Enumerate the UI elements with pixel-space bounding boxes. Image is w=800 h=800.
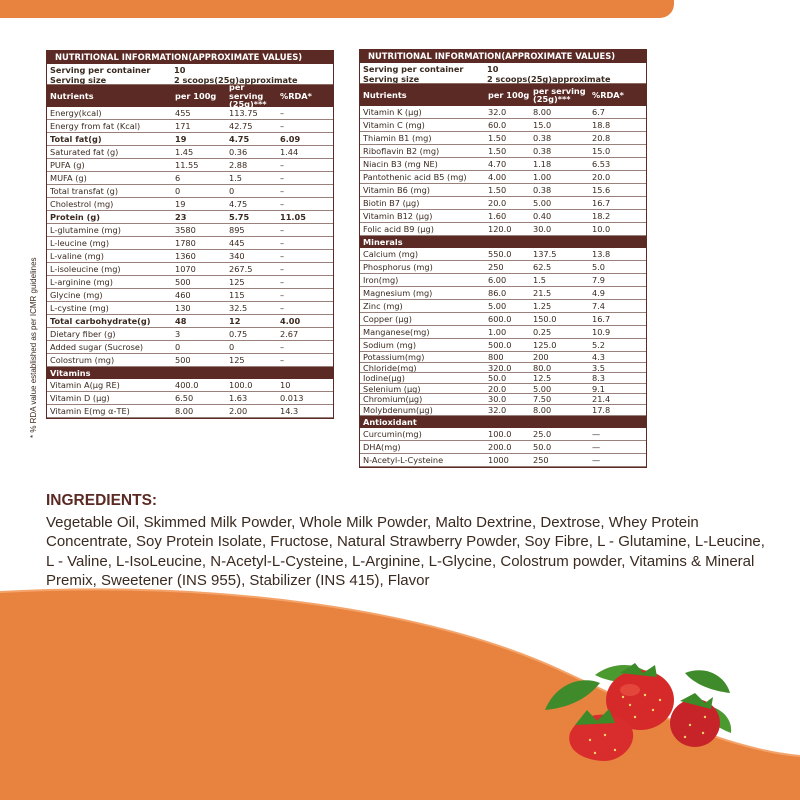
rda-value: – xyxy=(280,121,285,131)
per-100g-value: 6.50 xyxy=(175,393,194,403)
table-row xyxy=(360,313,646,326)
table-title: NUTRITIONAL INFORMATION(APPROXIMATE VALUES) xyxy=(360,50,646,63)
rda-value: 13.8 xyxy=(592,249,611,259)
per-100g-value: 50.0 xyxy=(488,373,507,384)
per-100g-value: 4.70 xyxy=(488,159,507,169)
per-serving-value: 2.88 xyxy=(229,160,248,170)
nutrient-name: Glycine (mg) xyxy=(50,290,103,300)
rda-value: 7.9 xyxy=(592,275,606,285)
per-serving-value: 21.5 xyxy=(533,288,552,298)
per-100g-value: 3580 xyxy=(175,225,196,235)
per-100g-value: 86.0 xyxy=(488,288,507,298)
per-100g-value: 200.0 xyxy=(488,441,512,452)
right-mineral-rows xyxy=(360,248,646,352)
table-row xyxy=(47,405,333,418)
per-100g-value: 6.00 xyxy=(488,275,507,285)
table-row xyxy=(360,184,646,197)
rda-value: 10.0 xyxy=(592,224,611,234)
per-serving-value: 0.75 xyxy=(229,329,248,339)
nutrient-name: Energy from fat (Kcal) xyxy=(50,121,141,131)
nutrient-name: Curcumin(mg) xyxy=(363,428,422,439)
nutrient-name: Added sugar (Sucrose) xyxy=(50,342,144,352)
rda-value: – xyxy=(280,108,285,118)
nutrient-name: Iodine(µg) xyxy=(363,373,405,383)
per-100g-value: 8.00 xyxy=(175,406,194,416)
per-100g-value: 455 xyxy=(175,108,191,118)
per-100g-value: 400.0 xyxy=(175,380,199,390)
nutrient-name: Energy(kcal) xyxy=(50,108,102,118)
rda-value: – xyxy=(280,251,285,261)
nutrient-name: Cholestrol (mg) xyxy=(50,199,114,209)
table-row xyxy=(360,261,646,274)
table-row xyxy=(47,172,333,185)
table-row xyxy=(360,248,646,261)
per-100g-value: 250 xyxy=(488,262,504,272)
per-100g-value: 1360 xyxy=(175,251,196,261)
nutrient-name: Niacin B3 (mg NE) xyxy=(363,159,438,169)
per-100g-value: 130 xyxy=(175,303,191,313)
rda-value: 17.8 xyxy=(592,404,611,415)
per-100g-value: 20.0 xyxy=(488,198,507,208)
table-row xyxy=(47,159,333,172)
per-serving-value: 137.5 xyxy=(533,249,557,259)
left-rows xyxy=(47,107,333,367)
rda-value: 10 xyxy=(280,380,291,390)
rda-value: 6.53 xyxy=(592,159,611,169)
per-serving-value: 1.5 xyxy=(229,173,243,183)
nutrient-name: Sodium (mg) xyxy=(363,340,417,350)
per-100g-value: 460 xyxy=(175,290,191,300)
rda-value: 6.7 xyxy=(592,107,606,117)
table-row xyxy=(360,171,646,184)
per-serving-value: 250 xyxy=(533,454,549,465)
section-antioxidant: Antioxidant xyxy=(360,416,646,428)
table-row xyxy=(360,405,646,416)
per-serving-value: 7.50 xyxy=(533,394,552,405)
per-100g-value: 500 xyxy=(175,355,191,365)
nutrient-name: PUFA (g) xyxy=(50,160,85,170)
table-row xyxy=(47,354,333,367)
per-serving-value: 267.5 xyxy=(229,264,253,274)
nutrition-table-right xyxy=(359,49,647,468)
nutrient-name: Magnesium (mg) xyxy=(363,288,433,298)
rda-value: — xyxy=(592,454,601,465)
section-vitamins: Vitamins xyxy=(47,367,333,379)
serving-per-container-value: 10 xyxy=(487,64,499,74)
nutrient-name: L-isoleucine (mg) xyxy=(50,264,121,274)
rda-value: 7.4 xyxy=(592,301,606,311)
per-serving-value: 4.75 xyxy=(229,134,250,144)
table-row xyxy=(47,211,333,224)
rda-value: 4.9 xyxy=(592,288,606,298)
table-row xyxy=(47,315,333,328)
rda-value: — xyxy=(592,441,601,452)
serving-info xyxy=(360,63,646,84)
header-per-100g: per 100g xyxy=(175,90,217,101)
per-serving-value: 8.00 xyxy=(533,404,552,415)
per-100g-value: 320.0 xyxy=(488,362,512,373)
rda-value: – xyxy=(280,342,285,352)
right-vitamin-rows xyxy=(360,106,646,236)
nutrient-name: Zinc (mg) xyxy=(363,301,403,311)
nutrient-name: DHA(mg) xyxy=(363,441,401,452)
per-serving-value: 5.75 xyxy=(229,212,250,222)
per-serving-value: 1.00 xyxy=(533,172,552,182)
per-serving-value: 0.36 xyxy=(229,147,248,157)
rda-value: 4.3 xyxy=(592,352,606,362)
section-minerals: Minerals xyxy=(360,236,646,248)
table-row xyxy=(47,198,333,211)
per-serving-value: 0.38 xyxy=(533,185,552,195)
nutrient-name: Pantothenic acid B5 (mg) xyxy=(363,172,467,182)
serving-size-label: Serving size xyxy=(50,75,107,84)
nutrient-name: Vitamin K (µg) xyxy=(363,107,422,117)
per-serving-value: 150.0 xyxy=(533,314,557,324)
header-nutrients: Nutrients xyxy=(363,90,407,100)
per-100g-value: 1.50 xyxy=(488,133,507,143)
rda-value: – xyxy=(280,277,285,287)
left-vitamin-rows xyxy=(47,379,333,418)
rda-value: 5.2 xyxy=(592,340,606,350)
rda-value: 20.0 xyxy=(592,172,611,182)
table-row xyxy=(47,302,333,315)
right-antioxidant-rows xyxy=(360,428,646,467)
rda-value: 1.44 xyxy=(280,147,299,157)
per-serving-value: 0.25 xyxy=(533,327,552,337)
serving-per-container-label: Serving per container xyxy=(50,65,151,75)
table-row xyxy=(360,373,646,384)
strawberries-image xyxy=(535,655,735,765)
per-100g-value: 6 xyxy=(175,173,181,183)
table-row xyxy=(47,250,333,263)
per-100g-value: 1.45 xyxy=(175,147,194,157)
per-100g-value: 5.00 xyxy=(488,301,507,311)
per-100g-value: 11.55 xyxy=(175,160,199,170)
table-row xyxy=(360,158,646,171)
table-row xyxy=(47,341,333,354)
header-per-serving: per serving (25g)*** xyxy=(533,85,586,104)
nutrient-name: L-leucine (mg) xyxy=(50,238,110,248)
nutrient-name: Selenium (µg) xyxy=(363,383,421,394)
table-row xyxy=(47,120,333,133)
per-100g-value: 500 xyxy=(175,277,191,287)
per-100g-value: 3 xyxy=(175,329,181,339)
per-serving-value: 895 xyxy=(229,225,245,235)
per-serving-value: 1.63 xyxy=(229,393,248,403)
nutrient-name: Saturated fat (g) xyxy=(50,147,119,157)
rda-value: 11.05 xyxy=(280,212,306,222)
table-row xyxy=(47,237,333,250)
serving-size-value: 2 scoops(25g)approximate xyxy=(174,75,298,85)
nutrient-name: L-arginine (mg) xyxy=(50,277,113,287)
rda-value: 8.3 xyxy=(592,373,606,384)
table-row xyxy=(47,146,333,159)
table-row xyxy=(47,185,333,198)
nutrient-name: Vitamin B12 (µg) xyxy=(363,211,433,221)
rda-value: – xyxy=(280,173,285,183)
nutrient-name: Manganese(mg) xyxy=(363,327,430,337)
per-100g-value: 1780 xyxy=(175,238,196,248)
per-serving-value: 113.75 xyxy=(229,108,258,118)
header-per-100g: per 100g xyxy=(488,89,530,100)
serving-info xyxy=(47,64,333,85)
table-row xyxy=(360,300,646,313)
per-100g-value: 500.0 xyxy=(488,340,512,350)
per-serving-value: 1.25 xyxy=(533,301,552,311)
nutrient-name: Protein (g) xyxy=(50,212,100,222)
per-100g-value: 32.0 xyxy=(488,107,507,117)
table-row xyxy=(47,328,333,341)
nutrient-name: Potassium(mg) xyxy=(363,352,425,362)
header-per-serving: per serving (25g)*** xyxy=(229,82,267,110)
table-header xyxy=(47,82,333,110)
per-serving-value: 25.0 xyxy=(533,428,552,439)
rda-value: 10.9 xyxy=(592,327,611,337)
rda-value: – xyxy=(280,290,285,300)
nutrient-name: Vitamin A(µg RE) xyxy=(50,380,120,390)
rda-value: 14.3 xyxy=(280,406,299,416)
rda-value: 18.2 xyxy=(592,211,611,221)
rda-value: 16.7 xyxy=(592,314,611,324)
table-row xyxy=(360,287,646,300)
per-100g-value: 1.50 xyxy=(488,146,507,156)
per-serving-value: 125 xyxy=(229,277,245,287)
per-100g-value: 1.00 xyxy=(488,327,507,337)
nutrient-name: Total fat(g) xyxy=(50,134,102,144)
table-row xyxy=(360,106,646,119)
nutrient-name: L-valine (mg) xyxy=(50,251,104,261)
nutrient-name: Copper (µg) xyxy=(363,314,412,324)
per-100g-value: 1070 xyxy=(175,264,196,274)
per-100g-value: 1.60 xyxy=(488,211,507,221)
rda-footnote: * % RDA value established as per ICMR guidelines xyxy=(29,257,38,438)
rda-value: — xyxy=(592,428,601,439)
nutrition-table-left xyxy=(46,50,334,419)
nutrient-name: Thiamin B1 (mg) xyxy=(363,133,432,143)
per-100g-value: 60.0 xyxy=(488,120,507,130)
table-row xyxy=(360,197,646,210)
per-serving-value: 50.0 xyxy=(533,441,552,452)
table-title: NUTRITIONAL INFORMATION(APPROXIMATE VALUES) xyxy=(47,51,333,64)
per-serving-value: 30.0 xyxy=(533,224,552,234)
nutrient-name: Riboflavin B2 (mg) xyxy=(363,146,440,156)
per-100g-value: 100.0 xyxy=(488,428,512,439)
nutrient-name: Dietary fiber (g) xyxy=(50,329,116,339)
nutrient-name: Vitamin B6 (mg) xyxy=(363,185,430,195)
table-row xyxy=(47,107,333,120)
per-serving-value: 15.0 xyxy=(533,120,552,130)
per-100g-value: 30.0 xyxy=(488,394,507,405)
per-serving-value: 5.00 xyxy=(533,383,552,394)
table-row xyxy=(47,289,333,302)
header-rda: %RDA* xyxy=(280,90,312,101)
per-serving-value: 1.18 xyxy=(533,159,552,169)
rda-value: – xyxy=(280,186,285,196)
table-row xyxy=(47,392,333,405)
per-serving-value: 2.00 xyxy=(229,406,248,416)
rda-value: 6.09 xyxy=(280,134,301,144)
per-serving-value: 80.0 xyxy=(533,362,552,373)
per-serving-value: 115 xyxy=(229,290,245,300)
nutrient-name: L-glutamine (mg) xyxy=(50,225,121,235)
top-orange-tab xyxy=(0,0,674,18)
serving-per-container-value: 10 xyxy=(174,65,186,75)
nutrient-name: Molybdenum(µg) xyxy=(363,404,433,415)
rda-value: – xyxy=(280,225,285,235)
per-serving-value: 0 xyxy=(229,342,235,352)
per-100g-value: 1000 xyxy=(488,454,509,465)
per-serving-value: 125.0 xyxy=(533,340,557,350)
per-serving-value: 200 xyxy=(533,352,549,362)
table-row xyxy=(360,223,646,236)
ingredients-heading: INGREDIENTS: xyxy=(46,492,158,509)
per-serving-value: 1.5 xyxy=(533,275,547,285)
rda-value: 9.1 xyxy=(592,383,606,394)
per-serving-value: 0.38 xyxy=(533,133,552,143)
per-serving-value: 12 xyxy=(229,316,241,326)
rda-value: – xyxy=(280,303,285,313)
nutrient-name: Chloride(mg) xyxy=(363,362,417,373)
per-serving-value: 12.5 xyxy=(533,373,552,384)
table-row xyxy=(360,394,646,405)
nutrient-name: Folic acid B9 (µg) xyxy=(363,224,434,234)
rda-value: 21.4 xyxy=(592,394,611,405)
table-row xyxy=(360,454,646,467)
per-serving-value: 32.5 xyxy=(229,303,248,313)
table-row xyxy=(360,145,646,158)
table-row xyxy=(360,428,646,441)
rda-value: – xyxy=(280,264,285,274)
rda-value: 16.7 xyxy=(592,198,611,208)
nutrient-name: L-cystine (mg) xyxy=(50,303,109,313)
per-serving-value: 4.75 xyxy=(229,199,248,209)
per-serving-value: 0.38 xyxy=(533,146,552,156)
serving-per-container-label: Serving per container xyxy=(363,64,464,74)
nutrient-name: Biotin B7 (µg) xyxy=(363,198,420,208)
serving-size-value: 2 scoops(25g)approximate xyxy=(487,74,611,84)
per-100g-value: 48 xyxy=(175,316,187,326)
per-100g-value: 0 xyxy=(175,342,181,352)
ingredients-text: Vegetable Oil, Skimmed Milk Powder, Whole Milk Powder, Malto Dextrine, Dextrose, Whey Protein Concentrate, Soy Protein Isolate, Fructose, Natural Strawberry Powder, Soy Fibre, L - Glutamine, L-Leucine, L - Valine, L-IsoLeucine, N-Acetyl-L-Cysteine, L-Arginine, L-Glycine, Colostrum powder, Vitamins & Mineral Premix, Sweetener (INS 955), Stabilizer (INS 415), Flavor xyxy=(46,514,765,590)
per-100g-value: 800 xyxy=(488,352,504,362)
nutrient-name: Vitamin C (mg) xyxy=(363,120,425,130)
per-serving-value: 340 xyxy=(229,251,245,261)
per-100g-value: 0 xyxy=(175,186,181,196)
per-serving-value: 445 xyxy=(229,238,245,248)
table-row xyxy=(360,441,646,454)
header-nutrients: Nutrients xyxy=(50,91,94,101)
serving-size-label: Serving size xyxy=(363,74,420,83)
header-rda: %RDA* xyxy=(592,89,624,100)
rda-value: 15.6 xyxy=(592,185,611,195)
rda-value: 18.8 xyxy=(592,120,611,130)
table-row xyxy=(360,339,646,352)
nutrient-name: Colostrum (mg) xyxy=(50,355,115,365)
rda-value: 2.67 xyxy=(280,329,299,339)
table-row xyxy=(360,119,646,132)
per-100g-value: 19 xyxy=(175,134,187,144)
table-row xyxy=(47,276,333,289)
per-serving-value: 100.0 xyxy=(229,380,253,390)
nutrient-name: Chromium(µg) xyxy=(363,394,423,404)
per-100g-value: 1.50 xyxy=(488,185,507,195)
per-serving-value: 125 xyxy=(229,355,245,365)
table-row xyxy=(360,210,646,223)
table-row xyxy=(360,132,646,145)
nutrient-name: Total carbohydrate(g) xyxy=(50,316,151,326)
nutrient-name: MUFA (g) xyxy=(50,173,87,183)
per-serving-value: 62.5 xyxy=(533,262,552,272)
per-100g-value: 23 xyxy=(175,212,187,222)
table-row xyxy=(47,224,333,237)
rda-value: 3.5 xyxy=(592,362,606,373)
per-100g-value: 32.0 xyxy=(488,404,507,415)
nutrient-name: N-Acetyl-L-Cysteine xyxy=(363,454,444,465)
table-row xyxy=(360,326,646,339)
rda-value: 4.00 xyxy=(280,316,301,326)
per-100g-value: 20.0 xyxy=(488,383,507,394)
table-row xyxy=(47,263,333,276)
nutrient-name: Phosphorus (mg) xyxy=(363,262,433,272)
nutrient-name: Vitamin E(mg α-TE) xyxy=(50,406,130,416)
rda-value: – xyxy=(280,160,285,170)
per-100g-value: 171 xyxy=(175,121,191,131)
table-row xyxy=(360,352,646,363)
per-serving-value: 0.40 xyxy=(533,211,552,221)
nutrient-name: Iron(mg) xyxy=(363,275,399,285)
rda-value: 0.013 xyxy=(280,393,304,403)
per-serving-value: 0 xyxy=(229,186,235,196)
per-100g-value: 4.00 xyxy=(488,172,507,182)
per-serving-value: 42.75 xyxy=(229,121,253,131)
right-mineral-rows-tight xyxy=(360,352,646,416)
nutrient-name: Vitamin D (µg) xyxy=(50,393,110,403)
per-serving-value: 8.00 xyxy=(533,107,552,117)
table-row xyxy=(360,363,646,374)
per-100g-value: 120.0 xyxy=(488,224,512,234)
rda-value: – xyxy=(280,238,285,248)
per-100g-value: 550.0 xyxy=(488,249,512,259)
nutrient-name: Calcium (mg) xyxy=(363,249,419,259)
per-100g-value: 19 xyxy=(175,199,186,209)
rda-value: 15.0 xyxy=(592,146,611,156)
nutrient-name: Total transfat (g) xyxy=(50,186,119,196)
rda-value: – xyxy=(280,355,285,365)
table-row xyxy=(360,384,646,395)
table-row xyxy=(47,133,333,146)
rda-value: 5.0 xyxy=(592,262,606,272)
table-row xyxy=(360,274,646,287)
per-100g-value: 600.0 xyxy=(488,314,512,324)
rda-value: 20.8 xyxy=(592,133,611,143)
table-header xyxy=(360,84,646,106)
per-serving-value: 5.00 xyxy=(533,198,552,208)
table-row xyxy=(47,379,333,392)
rda-value: – xyxy=(280,199,285,209)
